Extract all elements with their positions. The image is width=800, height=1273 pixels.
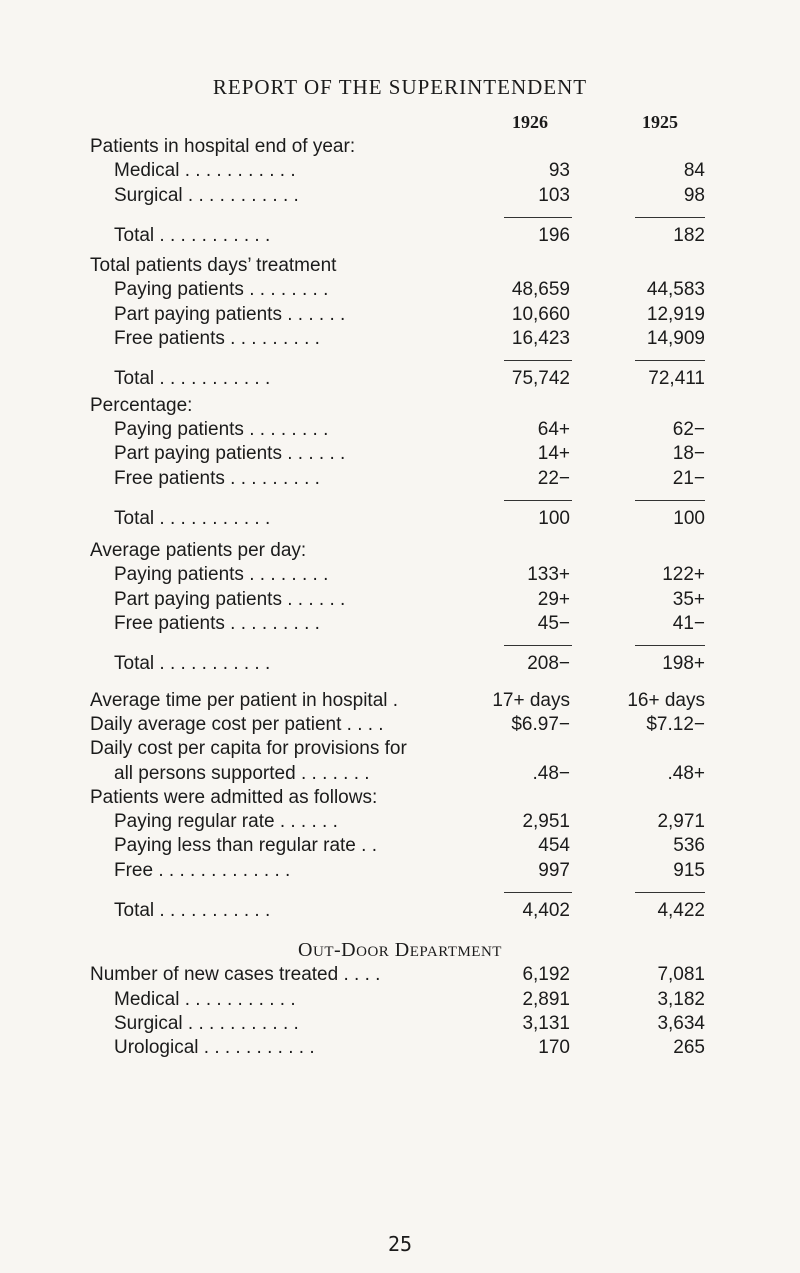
- row-label: Paying patients . . . . . . . .: [114, 564, 329, 586]
- value-1926: 2,951: [522, 811, 570, 833]
- value-1925: 7,081: [657, 964, 705, 986]
- table-row: [90, 563, 710, 587]
- value-1926: $6.97−: [511, 713, 570, 735]
- value-1925: 182: [673, 224, 705, 246]
- row-label: Free patients . . . . . . . . .: [114, 613, 320, 635]
- value-1925: 536: [673, 835, 705, 857]
- value-1925: 21−: [672, 467, 705, 489]
- row-label: Number of new cases treated . . . .: [90, 964, 381, 986]
- value-1925: 198+: [662, 653, 705, 675]
- row-label: Medical . . . . . . . . . . .: [114, 160, 296, 182]
- value-1925: 35+: [672, 588, 705, 610]
- total-row: [90, 367, 710, 391]
- total-row: [90, 224, 710, 248]
- table-row: [90, 303, 710, 327]
- value-1926: 22−: [537, 467, 570, 489]
- value-1925: 62−: [672, 418, 705, 440]
- row-label: Medical . . . . . . . . . . .: [114, 988, 296, 1010]
- row-label: Part paying patients . . . . . .: [114, 443, 346, 465]
- page-number: 25: [387, 1232, 413, 1256]
- row-label: Total . . . . . . . . . . .: [114, 224, 271, 246]
- statistics-table: [90, 135, 710, 1061]
- value-1926: 16,423: [511, 328, 570, 350]
- table-row: [90, 539, 710, 563]
- value-1925: 14,909: [646, 328, 705, 350]
- table-row: [90, 988, 710, 1012]
- value-1925: 3,634: [657, 1012, 705, 1034]
- value-1925: 44,583: [646, 279, 705, 301]
- row-label: Total . . . . . . . . . . .: [114, 507, 271, 529]
- value-1926: 29+: [537, 588, 570, 610]
- value-1926: .48−: [532, 762, 570, 784]
- table-row: [90, 713, 710, 737]
- value-1926: 48,659: [511, 279, 570, 301]
- value-1926: 208−: [527, 653, 570, 675]
- row-label: Total patients days’ treatment: [90, 255, 337, 277]
- table-row: [90, 1036, 710, 1060]
- table-row: [90, 963, 710, 987]
- row-label: Urological . . . . . . . . . . .: [114, 1037, 315, 1059]
- value-1926: 170: [538, 1037, 570, 1059]
- row-label: Total . . . . . . . . . . .: [114, 653, 271, 675]
- value-1926: 45−: [537, 613, 570, 635]
- table-row: [90, 1012, 710, 1036]
- value-1925: 265: [673, 1037, 705, 1059]
- row-label: Free . . . . . . . . . . . . .: [114, 859, 291, 881]
- table-row: [90, 588, 710, 612]
- value-1925: 41−: [672, 613, 705, 635]
- total-rule: [90, 883, 710, 899]
- row-label: Total . . . . . . . . . . .: [114, 900, 271, 922]
- value-1925: 98: [683, 184, 705, 206]
- row-label: Paying regular rate . . . . . .: [114, 811, 338, 833]
- value-1926: 17+ days: [492, 689, 570, 711]
- row-label: all persons supported . . . . . . .: [114, 762, 370, 784]
- table-row: [90, 327, 710, 351]
- value-1925: 915: [673, 859, 705, 881]
- row-label: Surgical . . . . . . . . . . .: [114, 1012, 299, 1034]
- value-1926: 2,891: [522, 988, 570, 1010]
- value-1926: 14+: [537, 443, 570, 465]
- row-label: Free patients . . . . . . . . .: [114, 467, 320, 489]
- total-rule: [90, 491, 710, 507]
- total-row: [90, 652, 710, 676]
- total-row: [90, 507, 710, 531]
- total-rule: [90, 351, 710, 367]
- table-row: [90, 159, 710, 183]
- value-1926: 133+: [527, 564, 570, 586]
- value-1926: 10,660: [511, 303, 570, 325]
- row-label: Daily average cost per patient . . . .: [90, 713, 384, 735]
- row-label: Patients in hospital end of year:: [90, 136, 356, 157]
- table-row: [90, 762, 710, 786]
- value-1925: 2,971: [657, 811, 705, 833]
- table-row: [90, 859, 710, 883]
- row-label: Free patients . . . . . . . . .: [114, 328, 320, 350]
- table-row: [90, 834, 710, 858]
- value-1925: 12,919: [646, 303, 705, 325]
- row-label: Total . . . . . . . . . . .: [114, 368, 271, 390]
- row-label: Surgical . . . . . . . . . . .: [114, 184, 299, 206]
- value-1925: 4,422: [657, 900, 705, 922]
- value-1926: 196: [538, 224, 570, 246]
- value-1925: 100: [673, 507, 705, 529]
- value-1926: 997: [538, 859, 570, 881]
- value-1926: 64+: [537, 418, 570, 440]
- value-1926: 3,131: [522, 1012, 570, 1034]
- total-row: [90, 899, 710, 923]
- row-label: Percentage:: [90, 394, 193, 416]
- row-label: Part paying patients . . . . . .: [114, 303, 346, 325]
- value-1925: 16+ days: [627, 689, 705, 711]
- row-label: Patients were admitted as follows:: [90, 786, 378, 808]
- value-1925: .48+: [667, 762, 705, 784]
- value-1926: 4,402: [522, 900, 570, 922]
- table-row: [90, 467, 710, 491]
- table-row: [90, 184, 710, 208]
- value-1925: $7.12−: [646, 713, 705, 735]
- row-label: Paying patients . . . . . . . .: [114, 418, 329, 440]
- table-row: [90, 135, 710, 159]
- row-label: Average patients per day:: [90, 540, 307, 562]
- table-row: [90, 278, 710, 302]
- value-1926: 75,742: [511, 368, 570, 390]
- row-label: Part paying patients . . . . . .: [114, 588, 346, 610]
- row-label: Average time per patient in hospital .: [90, 689, 399, 711]
- total-rule: [90, 636, 710, 652]
- table-row: [90, 612, 710, 636]
- total-rule: [90, 208, 710, 224]
- value-1925: 84: [683, 160, 705, 182]
- table-row: [90, 786, 710, 810]
- year-1925-header: 1925: [642, 112, 678, 132]
- value-1926: 454: [538, 835, 570, 857]
- value-1925: 18−: [672, 443, 705, 465]
- table-row: [90, 737, 710, 761]
- table-row: [90, 442, 710, 466]
- value-1926: 103: [538, 184, 570, 206]
- value-1925: 72,411: [648, 368, 705, 390]
- column-headers: [0, 112, 800, 136]
- table-row: [90, 394, 710, 418]
- table-row: [90, 254, 710, 278]
- year-1926-header: 1926: [512, 112, 548, 132]
- value-1926: 100: [538, 507, 570, 529]
- row-label: Paying patients . . . . . . . .: [114, 279, 329, 301]
- value-1925: 3,182: [657, 988, 705, 1010]
- row-label: Paying less than regular rate . .: [114, 835, 377, 857]
- out-door-department-heading: OUT-DOOR DEPARTMENT: [298, 939, 502, 962]
- value-1926: 93: [548, 160, 570, 182]
- table-row: [90, 689, 710, 713]
- value-1926: 6,192: [522, 964, 570, 986]
- row-label: Daily cost per capita for provisions for: [90, 738, 407, 760]
- table-row: [90, 810, 710, 834]
- value-1925: 122+: [662, 564, 705, 586]
- page-title: REPORT OF THE SUPERINTENDENT: [212, 75, 588, 99]
- table-row: [90, 418, 710, 442]
